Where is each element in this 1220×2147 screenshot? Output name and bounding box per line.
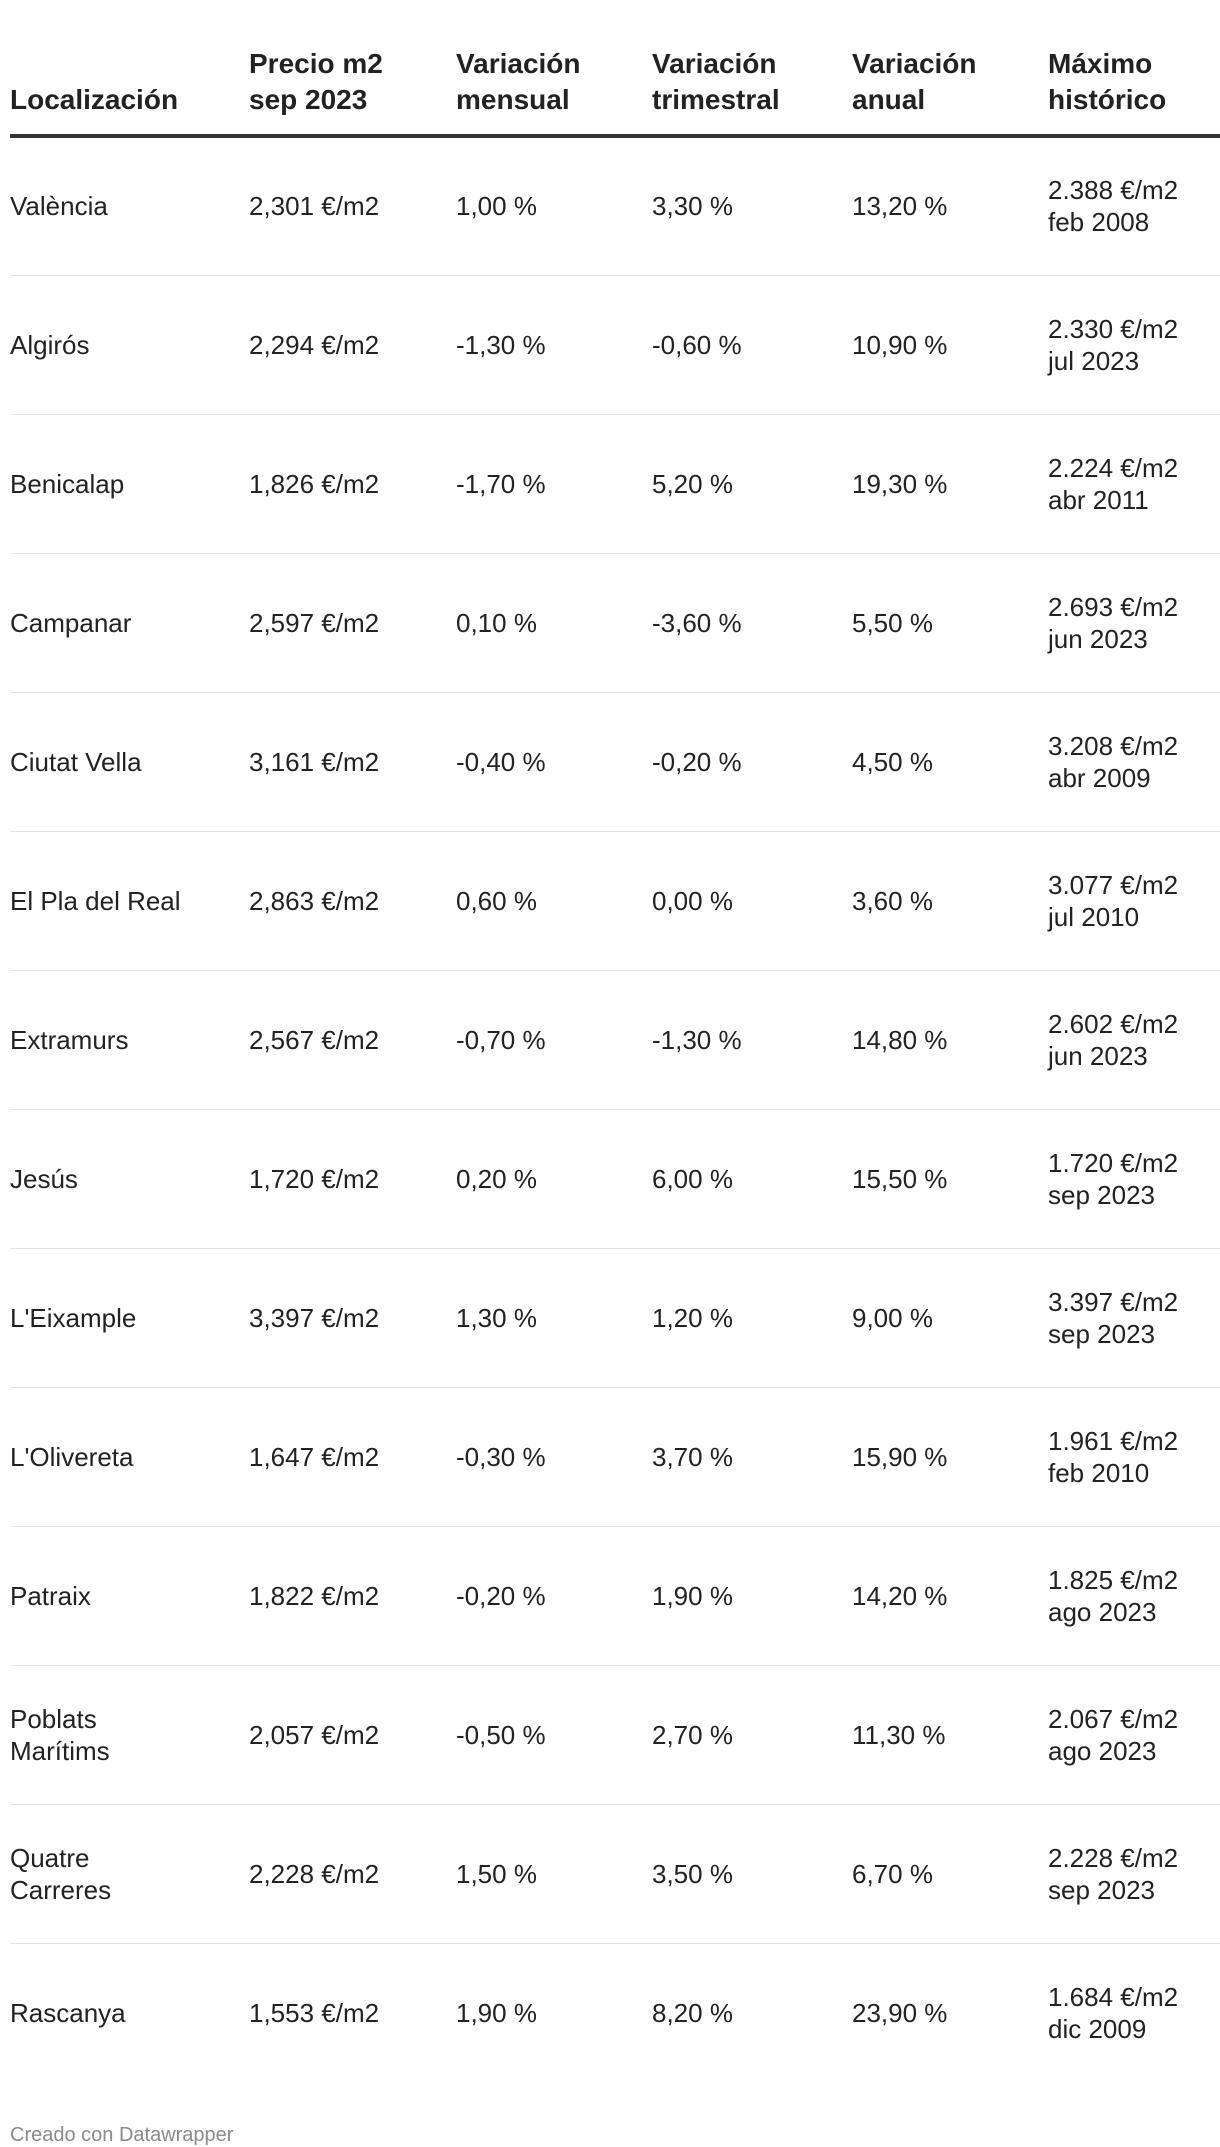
maximo-historico-cell — [1048, 136, 1220, 275]
cell-value: 1.720 €/m2 sep 2023 — [1048, 1147, 1179, 1210]
variacion-mensual-cell — [456, 831, 652, 970]
column-header-label: Localización — [10, 84, 179, 115]
maximo-historico-cell — [1048, 1387, 1220, 1526]
table-row — [10, 831, 1220, 970]
cell-value: 11,30 % — [852, 1719, 946, 1750]
cell-value: 0,20 % — [456, 1163, 537, 1194]
cell-value: 2,597 €/m2 — [249, 607, 380, 638]
cell-value: -1,70 % — [456, 468, 546, 499]
table-row — [10, 1943, 1220, 2082]
variacion-anual-cell — [852, 275, 1048, 414]
column-header-label: Variación mensual — [456, 48, 581, 115]
cell-value: 1,826 €/m2 — [249, 468, 380, 499]
column-header-variacion-mensual[interactable] — [456, 0, 652, 136]
cell-value: 2.224 €/m2 abr 2011 — [1048, 452, 1179, 515]
cell-value: -0,60 % — [652, 329, 742, 360]
variacion-mensual-cell — [456, 275, 652, 414]
variacion-trimestral-cell — [652, 275, 852, 414]
cell-value: 10,90 % — [852, 329, 948, 360]
maximo-historico-cell — [1048, 553, 1220, 692]
precio-cell — [249, 692, 456, 831]
cell-value: 4,50 % — [852, 746, 933, 777]
datawrapper-credit: Creado con Datawrapper — [10, 2124, 234, 2146]
cell-value: 2.388 €/m2 feb 2008 — [1048, 175, 1179, 238]
cell-value: 1,50 % — [456, 1858, 537, 1889]
variacion-trimestral-cell — [652, 1387, 852, 1526]
variacion-anual-cell — [852, 1665, 1048, 1804]
table-row — [10, 275, 1220, 414]
variacion-trimestral-cell — [652, 1943, 852, 2082]
cell-value: 15,90 % — [852, 1441, 948, 1472]
header-row — [10, 0, 1220, 136]
variacion-anual-cell — [852, 1109, 1048, 1248]
cell-value: Quatre Carreres — [10, 1842, 112, 1905]
cell-value: 2,228 €/m2 — [249, 1858, 380, 1889]
localizacion-cell — [10, 1248, 249, 1387]
cell-value: 5,20 % — [652, 468, 733, 499]
cell-value: 19,30 % — [852, 468, 948, 499]
precio-cell — [249, 1804, 456, 1943]
maximo-historico-cell — [1048, 1804, 1220, 1943]
table-row — [10, 1526, 1220, 1665]
localizacion-cell — [10, 1665, 249, 1804]
variacion-trimestral-cell — [652, 553, 852, 692]
precio-cell — [249, 1943, 456, 2082]
variacion-trimestral-cell — [652, 831, 852, 970]
cell-value: 3,50 % — [652, 1858, 733, 1889]
cell-value: 2.602 €/m2 jun 2023 — [1048, 1008, 1179, 1071]
maximo-historico-cell — [1048, 1526, 1220, 1665]
table-row — [10, 1665, 1220, 1804]
datawrapper-table-container — [10, 0, 1220, 2147]
precio-cell — [249, 831, 456, 970]
cell-value: 9,00 % — [852, 1302, 933, 1333]
cell-value: El Pla del Real — [10, 885, 181, 916]
cell-value: 23,90 % — [852, 1997, 948, 2028]
variacion-anual-cell — [852, 1248, 1048, 1387]
localizacion-cell — [10, 553, 249, 692]
column-header-label: Variación anual — [852, 48, 977, 115]
cell-value: 3,60 % — [852, 885, 933, 916]
maximo-historico-cell — [1048, 692, 1220, 831]
precio-cell — [249, 1665, 456, 1804]
variacion-trimestral-cell — [652, 970, 852, 1109]
variacion-anual-cell — [852, 1943, 1048, 2082]
cell-value: València — [10, 191, 108, 222]
column-header-precio[interactable] — [249, 0, 456, 136]
cell-value: -0,20 % — [456, 1580, 546, 1611]
precio-cell — [249, 553, 456, 692]
precio-cell — [249, 275, 456, 414]
cell-value: L'Olivereta — [10, 1441, 134, 1472]
cell-value: Ciutat Vella — [10, 746, 142, 777]
cell-value: 1.825 €/m2 ago 2023 — [1048, 1564, 1179, 1627]
table-row — [10, 553, 1220, 692]
variacion-anual-cell — [852, 831, 1048, 970]
table-row — [10, 414, 1220, 553]
cell-value: 0,60 % — [456, 885, 537, 916]
localizacion-cell — [10, 1109, 249, 1248]
localizacion-cell — [10, 1387, 249, 1526]
cell-value: 2,70 % — [652, 1719, 733, 1750]
localizacion-cell — [10, 1526, 249, 1665]
variacion-mensual-cell — [456, 553, 652, 692]
cell-value: 2.693 €/m2 jun 2023 — [1048, 591, 1179, 654]
maximo-historico-cell — [1048, 1109, 1220, 1248]
cell-value: -1,30 % — [652, 1024, 742, 1055]
precio-cell — [249, 414, 456, 553]
variacion-anual-cell — [852, 414, 1048, 553]
variacion-trimestral-cell — [652, 136, 852, 275]
table-row — [10, 970, 1220, 1109]
column-header-label: Precio m2 sep 2023 — [249, 48, 383, 115]
cell-value: 1.961 €/m2 feb 2010 — [1048, 1425, 1179, 1488]
maximo-historico-cell — [1048, 1248, 1220, 1387]
cell-value: 3.397 €/m2 sep 2023 — [1048, 1286, 1179, 1349]
table-row — [10, 136, 1220, 275]
maximo-historico-cell — [1048, 831, 1220, 970]
cell-value: 3.208 €/m2 abr 2009 — [1048, 730, 1179, 793]
cell-value: 0,10 % — [456, 607, 537, 638]
cell-value: 2,057 €/m2 — [249, 1719, 380, 1750]
variacion-trimestral-cell — [652, 1248, 852, 1387]
cell-value: 2,294 €/m2 — [249, 329, 380, 360]
cell-value: Benicalap — [10, 468, 125, 499]
cell-value: 8,20 % — [652, 1997, 733, 2028]
column-header-maximo-historico[interactable] — [1048, 0, 1220, 136]
variacion-trimestral-cell — [652, 1804, 852, 1943]
localizacion-cell — [10, 1943, 249, 2082]
variacion-mensual-cell — [456, 136, 652, 275]
cell-value: -0,20 % — [652, 746, 742, 777]
cell-value: 2.067 €/m2 ago 2023 — [1048, 1703, 1179, 1766]
precio-cell — [249, 1387, 456, 1526]
precio-cell — [249, 1248, 456, 1387]
variacion-mensual-cell — [456, 1526, 652, 1665]
cell-value: 15,50 % — [852, 1163, 948, 1194]
table-row — [10, 1109, 1220, 1248]
table-row — [10, 1804, 1220, 1943]
cell-value: 6,00 % — [652, 1163, 733, 1194]
cell-value: -3,60 % — [652, 607, 742, 638]
column-header-variacion-anual[interactable] — [852, 0, 1048, 136]
cell-value: Rascanya — [10, 1997, 126, 2028]
cell-value: -1,30 % — [456, 329, 546, 360]
cell-value: 3,161 €/m2 — [249, 746, 380, 777]
variacion-trimestral-cell — [652, 414, 852, 553]
column-header-label: Máximo histórico — [1048, 48, 1167, 115]
cell-value: -0,70 % — [456, 1024, 546, 1055]
cell-value: 2.228 €/m2 sep 2023 — [1048, 1842, 1179, 1905]
cell-value: 1,553 €/m2 — [249, 1997, 380, 2028]
cell-value: 3,70 % — [652, 1441, 733, 1472]
cell-value: 13,20 % — [852, 191, 948, 222]
cell-value: 2,301 €/m2 — [249, 191, 380, 222]
variacion-mensual-cell — [456, 1248, 652, 1387]
localizacion-cell — [10, 136, 249, 275]
cell-value: 1,90 % — [456, 1997, 537, 2028]
variacion-trimestral-cell — [652, 692, 852, 831]
cell-value: 1,90 % — [652, 1580, 733, 1611]
table-body — [10, 136, 1220, 2082]
variacion-mensual-cell — [456, 414, 652, 553]
cell-value: Algirós — [10, 329, 90, 360]
table-row — [10, 692, 1220, 831]
cell-value: 2.330 €/m2 jul 2023 — [1048, 313, 1179, 376]
cell-value: 0,00 % — [652, 885, 733, 916]
cell-value: Extramurs — [10, 1024, 129, 1055]
cell-value: 2,567 €/m2 — [249, 1024, 380, 1055]
variacion-trimestral-cell — [652, 1109, 852, 1248]
localizacion-cell — [10, 831, 249, 970]
cell-value: L'Eixample — [10, 1302, 137, 1333]
variacion-mensual-cell — [456, 970, 652, 1109]
cell-value: Campanar — [10, 607, 132, 638]
maximo-historico-cell — [1048, 970, 1220, 1109]
localizacion-cell — [10, 1804, 249, 1943]
cell-value: 3,397 €/m2 — [249, 1302, 380, 1333]
variacion-mensual-cell — [456, 1804, 652, 1943]
cell-value: 3,30 % — [652, 191, 733, 222]
column-header-variacion-trimestral[interactable] — [652, 0, 852, 136]
variacion-anual-cell — [852, 970, 1048, 1109]
cell-value: 1,647 €/m2 — [249, 1441, 380, 1472]
variacion-mensual-cell — [456, 1665, 652, 1804]
variacion-anual-cell — [852, 692, 1048, 831]
variacion-trimestral-cell — [652, 1526, 852, 1665]
table-row — [10, 1387, 1220, 1526]
variacion-mensual-cell — [456, 1943, 652, 2082]
variacion-anual-cell — [852, 1387, 1048, 1526]
cell-value: 1.684 €/m2 dic 2009 — [1048, 1981, 1179, 2044]
localizacion-cell — [10, 970, 249, 1109]
price-table — [10, 0, 1220, 2082]
cell-value: 1,20 % — [652, 1302, 733, 1333]
maximo-historico-cell — [1048, 414, 1220, 553]
cell-value: Jesús — [10, 1163, 78, 1194]
localizacion-cell — [10, 692, 249, 831]
precio-cell — [249, 136, 456, 275]
cell-value: 3.077 €/m2 jul 2010 — [1048, 869, 1179, 932]
localizacion-cell — [10, 414, 249, 553]
cell-value: 14,20 % — [852, 1580, 948, 1611]
precio-cell — [249, 970, 456, 1109]
cell-value: Patraix — [10, 1580, 91, 1611]
variacion-anual-cell — [852, 1526, 1048, 1665]
cell-value: 1,00 % — [456, 191, 537, 222]
maximo-historico-cell — [1048, 1943, 1220, 2082]
precio-cell — [249, 1526, 456, 1665]
cell-value: 1,822 €/m2 — [249, 1580, 380, 1611]
cell-value: -0,30 % — [456, 1441, 546, 1472]
cell-value: 6,70 % — [852, 1858, 933, 1889]
variacion-anual-cell — [852, 1804, 1048, 1943]
variacion-trimestral-cell — [652, 1665, 852, 1804]
variacion-anual-cell — [852, 553, 1048, 692]
localizacion-cell — [10, 275, 249, 414]
variacion-mensual-cell — [456, 692, 652, 831]
maximo-historico-cell — [1048, 275, 1220, 414]
cell-value: 14,80 % — [852, 1024, 948, 1055]
column-header-label: Variación trimestral — [652, 48, 780, 115]
cell-value: -0,40 % — [456, 746, 546, 777]
variacion-anual-cell — [852, 136, 1048, 275]
column-header-localizacion[interactable] — [10, 0, 249, 136]
variacion-mensual-cell — [456, 1109, 652, 1248]
precio-cell — [249, 1109, 456, 1248]
cell-value: 2,863 €/m2 — [249, 885, 380, 916]
cell-value: Poblats Marítims — [10, 1703, 110, 1766]
cell-value: -0,50 % — [456, 1719, 546, 1750]
variacion-mensual-cell — [456, 1387, 652, 1526]
maximo-historico-cell — [1048, 1665, 1220, 1804]
cell-value: 5,50 % — [852, 607, 933, 638]
table-row — [10, 1248, 1220, 1387]
cell-value: 1,30 % — [456, 1302, 537, 1333]
cell-value: 1,720 €/m2 — [249, 1163, 380, 1194]
